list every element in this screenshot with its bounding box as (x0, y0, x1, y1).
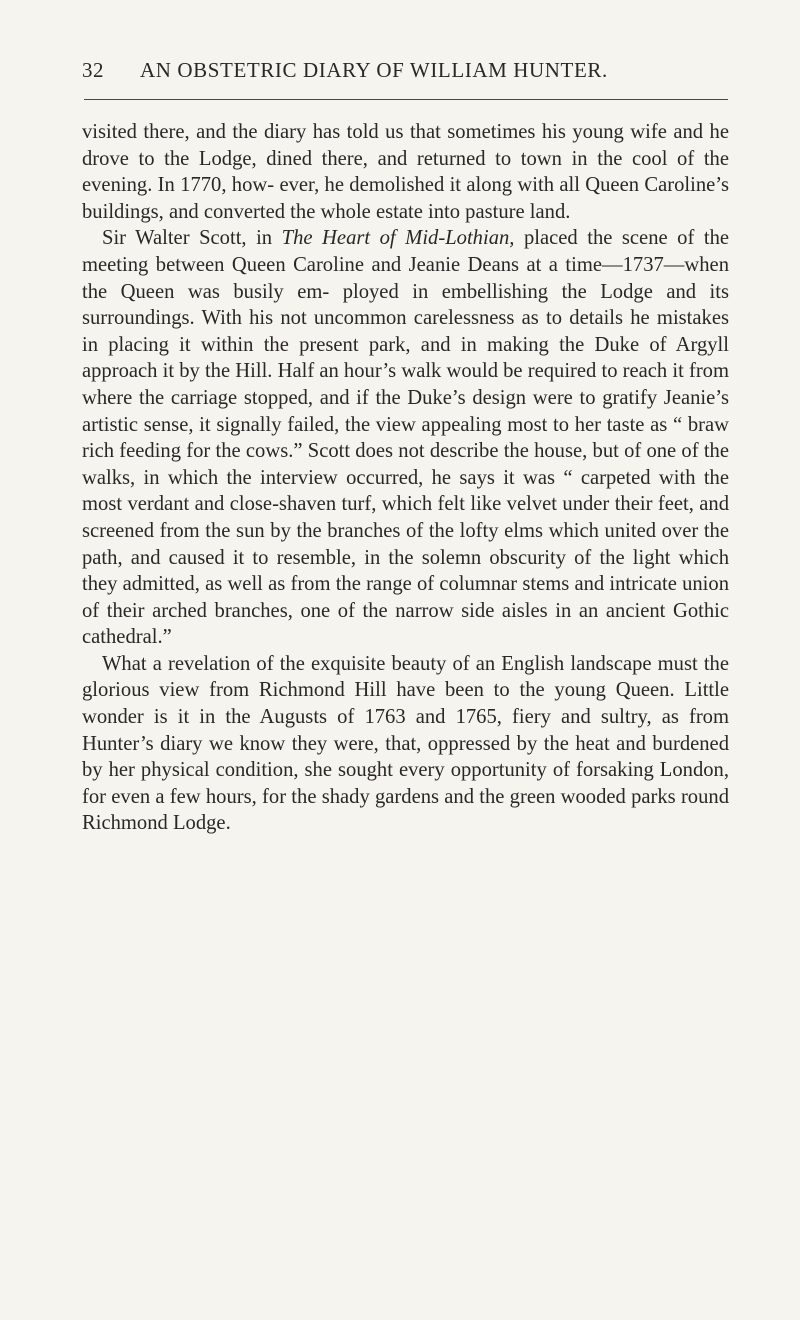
paragraph-revelation (82, 651, 729, 837)
paragraph-2-after: placed the scene of the meeting between Queen Caroline and Jeanie Deans at a time—1737—when the Queen was busily em- ployed in embellishing the Lodge and its surroundings. With his not uncommon carelessness as to details he mistakes in placing it within the present park, and in making the Duke of Argyll approach it by the Hill. Half an hour’s walk would be required to reach it from where the carriage stopped, and if the Duke’s design were to gratify Jeanie’s artistic sense, it signally failed, the view appealing most to her taste as “ braw rich feeding for the cows.” Scott does not describe the house, but of one of the walks, in which the interview occurred, he says it was “ carpeted with the most verdant and close-shaven turf, which felt like velvet under their feet, and screened from the sun by the branches of the lofty elms which united over the path, and caused it to resemble, in the solemn obscurity of the light which they admitted, as well as from the range of columnar stems and intricate union of their arched branches, one of the narrow side aisles in an ancient Gothic cathedral.” (82, 227, 730, 649)
paragraph-continuation (82, 119, 729, 225)
running-head (82, 58, 728, 98)
book-title: The Heart of Mid-Lothian, (281, 227, 515, 250)
paragraph-3-text: What a revelation of the exquisite beauty of an English landscape must the glorious view from Richmond Hill have been to the young Queen. Little wonder is it in the Augusts of 1763 and 1765, fiery and sultry, as from Hunter’s diary we know they were, that, oppressed by the heat and burdened by her physical condition, she sought every opportunity of forsaking London, for even a few hours, for the shady gardens and the green wooded parks round Richmond Lodge. (82, 652, 729, 835)
running-title: AN OBSTETRIC DIARY OF WILLIAM HUNTER. (140, 58, 608, 82)
page-number: 32 (82, 58, 104, 82)
body-text (82, 119, 729, 837)
paragraph-1-text: visited there, and the diary has told us that sometimes his young wife and he drove to the Lodge, dined there, and returned to town in the cool of the evening. In 1770, how- ever, he demolished it along with all Queen Caroline’s buildings, and converted the whole estate into pasture land. (82, 121, 729, 223)
header-rule (84, 99, 728, 100)
paragraph-2-before: Sir Walter Scott, in (102, 227, 282, 250)
paragraph-scott (82, 225, 729, 651)
